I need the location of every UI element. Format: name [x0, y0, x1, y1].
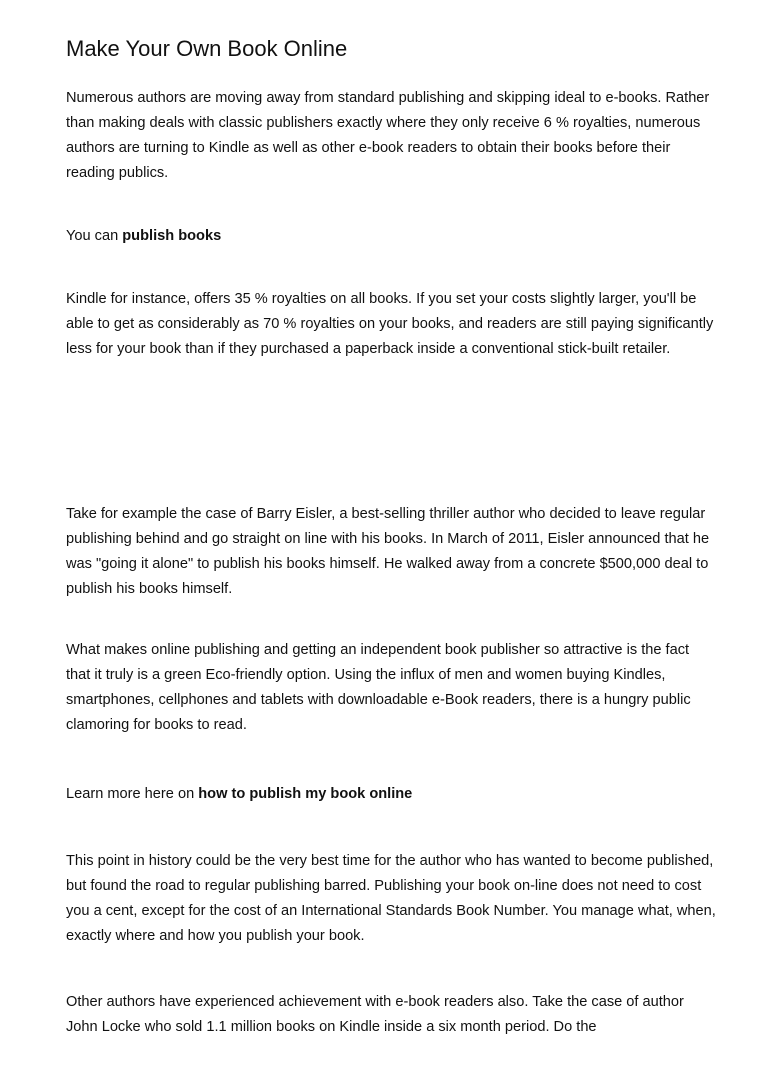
page-title: Make Your Own Book Online [66, 36, 348, 61]
kindle-royalties-paragraph: Kindle for instance, offers 35 % royalties on all books. If you set your costs slightly larger, you'll be able to get as considerably as 70 % royalties on your books, and readers are still paying significantly less for your book than if they purchased a paperback inside a conventional stick-built retailer. [66, 291, 714, 357]
history-paragraph: This point in history could be the very best time for the author who has wanted to become published, but found the road to regular publishing barred. Publishing your book on-line does not need to cost you a cent, except for the cost of an International Standards Book Number. You manage what, when, exactly where and how you publish your book. [66, 853, 716, 944]
publish-online-link[interactable]: how to publish my book online [198, 786, 413, 802]
online-publishing-paragraph: What makes online publishing and getting an independent book publisher so attractive is the fact that it truly is a green Eco-friendly option. Using the influx of men and women buying Kindles, smartphones, cellphones and tablets with downloadable e-Book readers, there is a hungry public clamoring for books to read. [66, 642, 691, 733]
intro-paragraph: Numerous authors are moving away from standard publishing and skipping ideal to e-books. Rather than making deals with classic publishers exactly where they only receive 6 % royalties, numerous authors are turning to Kindle as well as other e-book readers to obtain their books before their reading publics. [66, 90, 710, 181]
other-authors-paragraph: Other authors have experienced achievement with e-book readers also. Take the case of author John Locke who sold 1.1 million books on Kindle inside a six month period. Do the [66, 994, 684, 1035]
publish-books-prefix: You can [66, 228, 123, 244]
learn-more-paragraph [66, 782, 716, 807]
publish-books-paragraph [66, 224, 716, 249]
publish-books-link[interactable]: publish books [122, 228, 222, 244]
learn-more-prefix: Learn more here on [66, 786, 199, 802]
barry-eisler-paragraph: Take for example the case of Barry Eisler, a best-selling thriller author who decided to leave regular publishing behind and go straight on line with his books. In March of 2011, Eisler announced that he was "going it alone" to publish his books himself. He walked away from a concrete $500,000 deal to publish his books himself. [66, 506, 710, 597]
